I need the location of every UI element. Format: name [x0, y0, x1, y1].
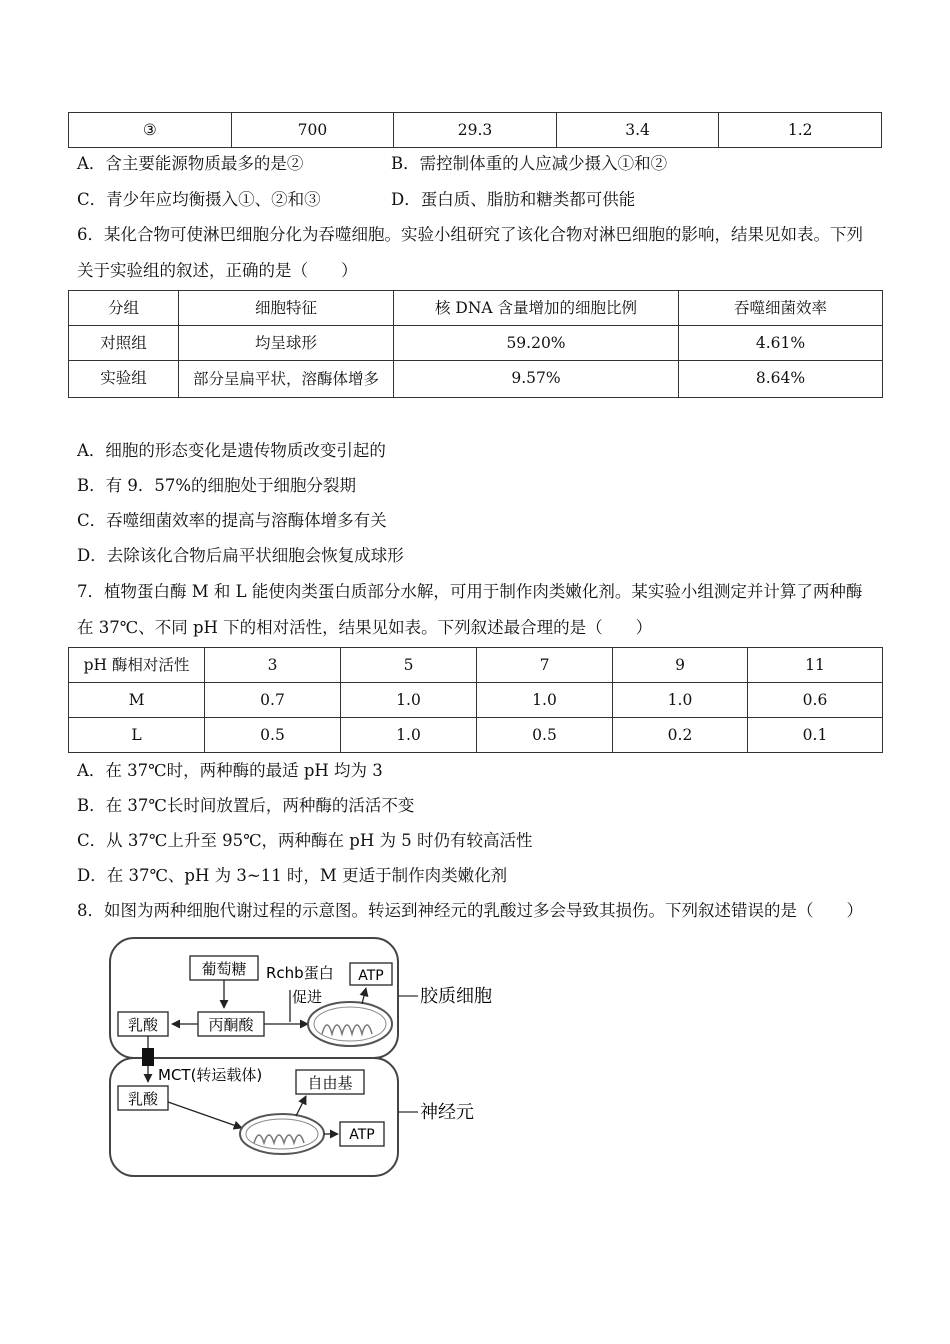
q8-stem: 8．如图为两种细胞代谢过程的示意图。转运到神经元的乳酸过多会导致其损伤。下列叙述错误的是（ ） — [77, 901, 863, 920]
q5-option-c: C．青少年应均衡摄入①、②和③ — [77, 190, 321, 209]
q6-stem-line2: 关于实验组的叙述，正确的是（ ） — [77, 261, 358, 280]
q6-option-d: D．去除该化合物后扁平状细胞会恢复成球形 — [77, 546, 404, 565]
table-cell: 1.0 — [613, 683, 748, 718]
atp-bottom-label: ATP — [349, 1127, 375, 1143]
table-cell: 4.61% — [679, 326, 883, 361]
table-header: 3 — [205, 648, 341, 683]
q7-option-d: D．在 37℃、pH 为 3~11 时，M 更适于制作肉类嫩化剂 — [77, 866, 508, 885]
q7-stem-line1: 7．植物蛋白酶 M 和 L 能使肉类蛋白质部分水解，可用于制作肉类嫩化剂。某实验小组测定并计算了两种酶 — [77, 582, 863, 601]
q5-option-b: B．需控制体重的人应减少摄入①和② — [391, 154, 668, 173]
q6-option-b: B．有 9．57%的细胞处于细胞分裂期 — [77, 476, 357, 495]
table-header: 5 — [341, 648, 477, 683]
table-cell: ③ — [69, 113, 232, 148]
cell-metabolism-diagram — [100, 930, 520, 1190]
rchb-label: Rchb蛋白 — [266, 964, 334, 982]
mitochondrion-top — [308, 1002, 392, 1046]
table-header: 11 — [748, 648, 883, 683]
atp-top-label: ATP — [358, 968, 384, 984]
table-cell: 1.0 — [477, 683, 613, 718]
mct-transporter — [142, 1048, 154, 1066]
table-cell: 0.5 — [205, 718, 341, 753]
promote-label: 促进 — [292, 988, 323, 1006]
table-row — [69, 326, 883, 361]
free-radical-label: 自由基 — [307, 1074, 353, 1092]
table-header: pH 酶相对活性 — [69, 648, 205, 683]
q6-option-c: C．吞噬细菌效率的提高与溶酶体增多有关 — [77, 511, 387, 530]
q7-option-a: A．在 37℃时，两种酶的最适 pH 均为 3 — [77, 761, 383, 780]
table-cell: 0.5 — [477, 718, 613, 753]
table-header-row — [69, 291, 883, 326]
lactate-bottom-label: 乳酸 — [127, 1090, 159, 1108]
table-cell: 9.57% — [394, 361, 679, 398]
table-header: 7 — [477, 648, 613, 683]
q5-option-d: D．蛋白质、脂肪和糖类都可供能 — [391, 190, 636, 209]
table-row — [69, 113, 882, 148]
neuron-label: 神经元 — [420, 1102, 474, 1123]
table-header: 核 DNA 含量增加的细胞比例 — [394, 291, 679, 326]
lactate-top-label: 乳酸 — [127, 1016, 159, 1034]
table-cell: 0.1 — [748, 718, 883, 753]
q7-table — [68, 647, 883, 753]
table-cell: 1.0 — [341, 683, 477, 718]
table-cell: 3.4 — [556, 113, 719, 148]
glial-cell-label: 胶质细胞 — [420, 986, 492, 1007]
mito-to-free-radical-arrow — [296, 1096, 306, 1116]
table-cell: 0.6 — [748, 683, 883, 718]
q7-stem-line2: 在 37℃、不同 pH 下的相对活性，结果见如表。下列叙述最合理的是（ ） — [77, 618, 653, 637]
glucose-label: 葡萄糖 — [201, 960, 247, 978]
q7-option-b: B．在 37℃长时间放置后，两种酶的活活不变 — [77, 796, 415, 815]
table-cell: 1.0 — [341, 718, 477, 753]
mct-label: MCT(转运载体) — [158, 1066, 263, 1084]
nutrition-table — [68, 112, 882, 148]
table-row — [69, 718, 883, 753]
q6-option-a: A．细胞的形态变化是遗传物质改变引起的 — [77, 441, 386, 460]
table-cell: 部分呈扁平状，溶酶体增多 — [179, 361, 394, 398]
q6-table — [68, 290, 883, 398]
table-cell: 对照组 — [69, 326, 179, 361]
q6-stem-line1: 6．某化合物可使淋巴细胞分化为吞噬细胞。实验小组研究了该化合物对淋巴细胞的影响，结果见如表。下列 — [77, 225, 863, 244]
table-cell: 700 — [231, 113, 394, 148]
table-cell: 实验组 — [69, 361, 179, 398]
table-cell: 8.64% — [679, 361, 883, 398]
table-row — [69, 683, 883, 718]
table-cell: 均呈球形 — [179, 326, 394, 361]
mito-to-atp-top-arrow — [362, 988, 366, 1004]
table-header: 吞噬细菌效率 — [679, 291, 883, 326]
table-cell: M — [69, 683, 205, 718]
mitochondrion-bottom — [240, 1114, 324, 1154]
table-cell: 1.2 — [719, 113, 882, 148]
table-header-row — [69, 648, 883, 683]
table-header: 9 — [613, 648, 748, 683]
table-header: 细胞特征 — [179, 291, 394, 326]
table-cell: 0.7 — [205, 683, 341, 718]
lactate-to-mitochondrion-arrow — [168, 1102, 242, 1128]
pyruvate-label: 丙酮酸 — [208, 1016, 254, 1034]
table-cell: 59.20% — [394, 326, 679, 361]
table-row — [69, 361, 883, 398]
table-header: 分组 — [69, 291, 179, 326]
table-cell: 0.2 — [613, 718, 748, 753]
table-cell: L — [69, 718, 205, 753]
table-cell: 29.3 — [394, 113, 557, 148]
q5-option-a: A．含主要能源物质最多的是② — [77, 154, 304, 173]
q7-option-c: C．从 37℃上升至 95℃，两种酶在 pH 为 5 时仍有较高活性 — [77, 831, 533, 850]
